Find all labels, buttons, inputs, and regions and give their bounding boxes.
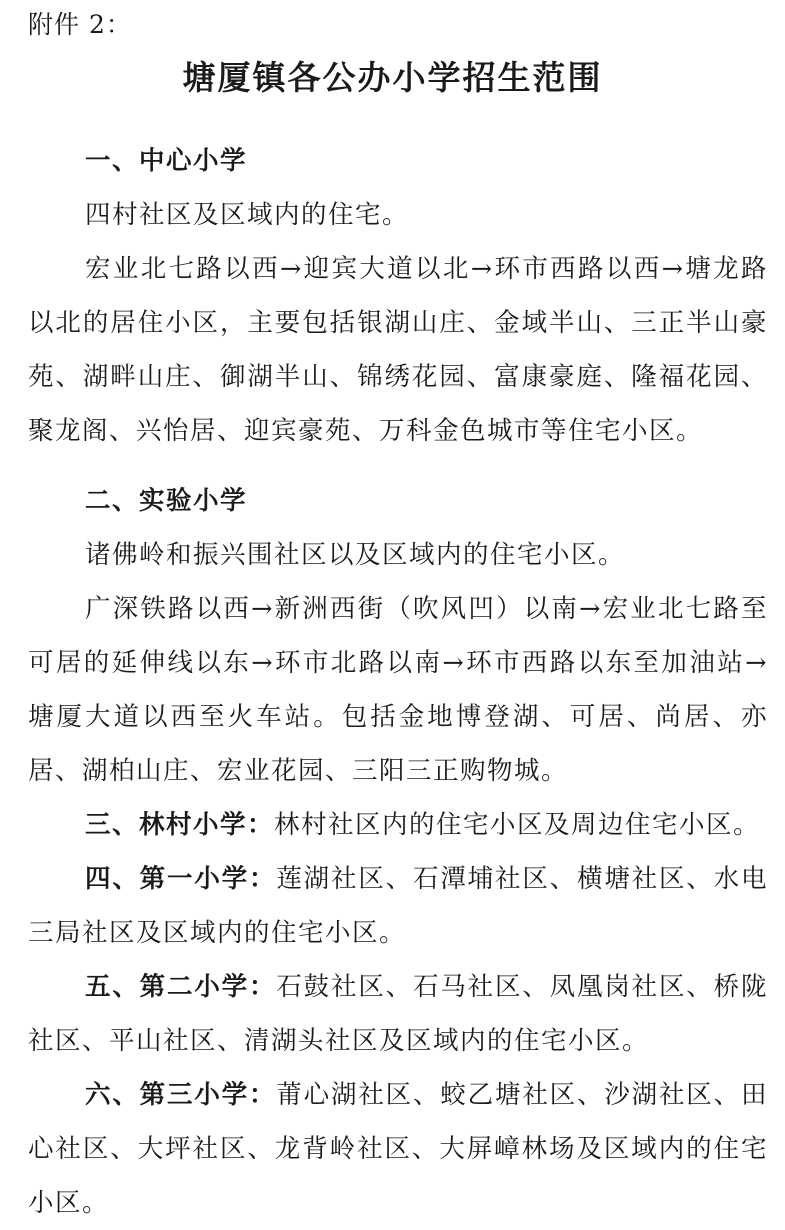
document-body <box>28 134 768 1230</box>
section-3-heading: 三、林村小学： <box>85 810 275 840</box>
section-2-paragraph-1: 诸佛岭和振兴围社区以及区域内的住宅小区。 <box>85 540 626 570</box>
section-5-heading: 五、第二小学： <box>85 972 277 1002</box>
section-5 <box>28 960 768 1068</box>
section-6-heading: 六、第三小学： <box>85 1080 277 1110</box>
section-1-heading: 一、中心小学 <box>85 146 248 176</box>
section-spacer <box>28 458 768 474</box>
section-4 <box>28 852 768 960</box>
section-6-text: 莆心湖社区、蛟乙塘社区、沙湖社区、田心社区、大坪社区、龙背岭社区、大屏嶂林场及区域内的住宅小区。 <box>28 1080 768 1218</box>
section-3-text: 林村社区内的住宅小区及周边住宅小区。 <box>274 810 761 840</box>
attachment-label: 附件 2： <box>28 10 132 39</box>
section-2-heading: 二、实验小学 <box>85 486 248 516</box>
section-4-text: 莲湖社区、石潭埔社区、横塘社区、水电三局社区及区域内的住宅小区。 <box>28 864 768 948</box>
section-1-paragraph-2: 宏业北七路以西→迎宾大道以北→环市西路以西→塘龙路以北的居住小区，主要包括银湖山庄、金域半山、三正半山豪苑、湖畔山庄、御湖半山、锦绣花园、富康豪庭、隆福花园、聚龙阁、兴怡居、迎宾豪苑、万科金色城市等住宅小区。 <box>28 254 768 446</box>
section-4-heading: 四、第一小学： <box>85 864 277 894</box>
page-title: 塘厦镇各公办小学招生范围 <box>182 58 603 97</box>
section-6 <box>28 1068 768 1230</box>
section-2-paragraph-2: 广深铁路以西→新洲西街（吹风凹）以南→宏业北七路至可居的延伸线以东→环市北路以南→环市西路以东至加油站→塘厦大道以西至火车站。包括金地博登湖、可居、尚居、亦居、湖柏山庄、宏业花园、三阳三正购物城。 <box>28 594 768 786</box>
section-5-text: 石鼓社区、石马社区、凤凰岗社区、桥陇社区、平山社区、清湖头社区及区域内的住宅小区。 <box>28 972 768 1056</box>
section-3 <box>28 798 768 852</box>
section-1-paragraph-1: 四村社区及区域内的住宅。 <box>85 200 410 230</box>
